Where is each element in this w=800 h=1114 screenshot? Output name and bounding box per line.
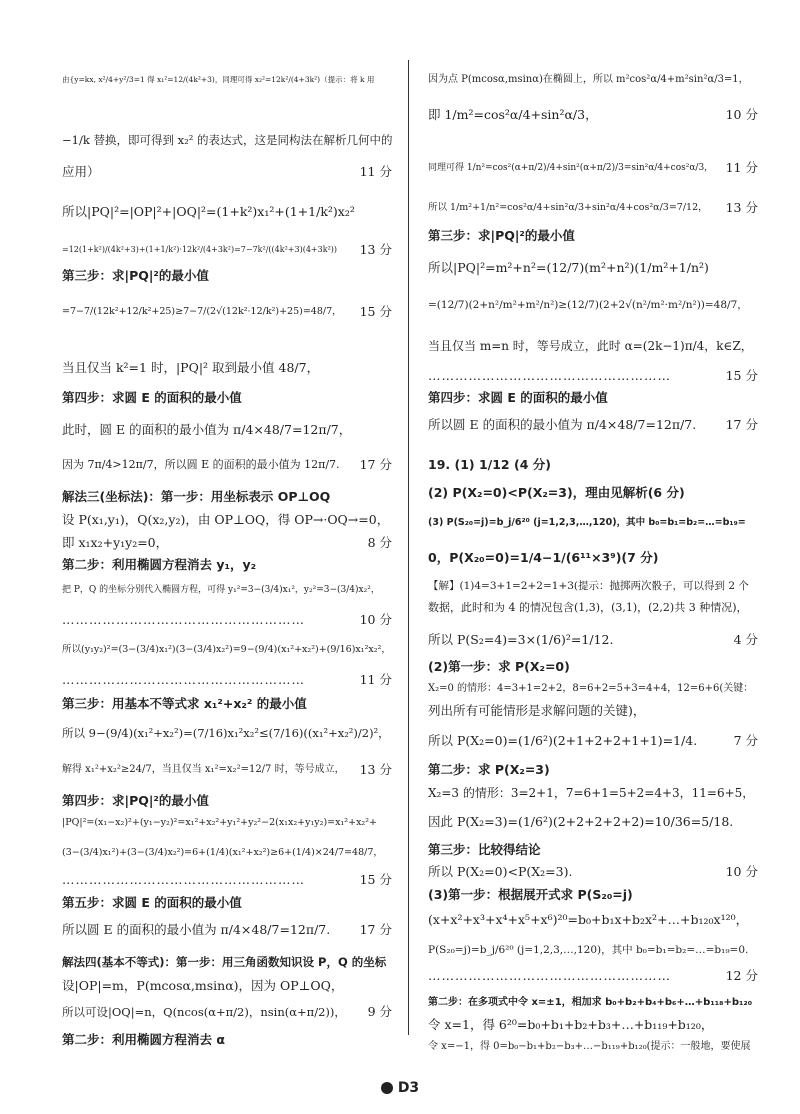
score-mark: 17 分	[725, 417, 758, 432]
right-line: 0，P(X₂₀=0)=1/4−1/(6¹¹×3⁹)(7 分)	[428, 550, 659, 565]
right-line: 第四步：求圆 E 的面积的最小值	[428, 390, 608, 405]
right-line: (2)第一步：求 P(X₂=0)	[428, 659, 570, 674]
left-line: 把 P，Q 的坐标分别代入椭圆方程，可得 y₁²=3−(3/4)x₁²，y₂²=3−(3/4)x₂²，	[62, 585, 380, 595]
left-line: 解得 x₁²+x₂²≥24/7，当且仅当 x₁²=x₂²=12/7 时，等号成立，	[62, 764, 345, 775]
score-mark: 4 分	[733, 632, 758, 647]
logo-icon	[381, 1082, 393, 1094]
right-line: 第三步：比较得结论	[428, 842, 541, 857]
left-line: 应用）	[62, 164, 100, 179]
score-mark: 13 分	[725, 200, 758, 215]
right-line: 同理可得 1/n²=cos²(α+π/2)/4+sin²(α+π/2)/3=sin²α/4+cos²α/3，	[428, 163, 714, 173]
score-mark: 10 分	[725, 107, 758, 122]
right-line: 第二步：求 P(X₂=3)	[428, 762, 550, 777]
right-line: (3) P(S₂₀=j)=b_j/6²⁰ (j=1,2,3,…,120)，其中 b₀=b₁=b₂=…=b₁₉=	[428, 517, 746, 528]
score-mark: 13 分	[359, 242, 392, 257]
left-line: 所以圆 E 的面积的最小值为 π/4×48/7=12π/7.	[62, 922, 331, 937]
left-line: 当且仅当 k²=1 时，|PQ|² 取到最小值 48/7，	[62, 360, 320, 375]
left-line: 此时，圆 E 的面积的最小值为 π/4×48/7=12π/7，	[62, 422, 352, 437]
leader-dots: ………………………………………………	[428, 968, 671, 983]
page-footer	[0, 1080, 800, 1096]
right-line: 即 1/m²=cos²α/4+sin²α/3，	[428, 107, 598, 122]
right-line: 当且仅当 m=n 时，等号成立，此时 α=(2k−1)π/4，k∈Z，	[428, 339, 753, 353]
right-line: 所以圆 E 的面积的最小值为 π/4×48/7=12π/7.	[428, 417, 697, 432]
score-mark: 11 分	[359, 164, 392, 179]
right-line: (3)第一步：根据展开式求 P(S₂₀=j)	[428, 887, 633, 902]
left-line: 第五步：求圆 E 的面积的最小值	[62, 895, 242, 910]
score-mark: 17 分	[359, 922, 392, 937]
right-line: 所以 1/m²+1/n²=cos²α/4+sin²α/3+sin²α/4+cos²α/3=7/12，	[428, 202, 708, 213]
left-line: 设 P(x₁,y₁)，Q(x₂,y₂)，由 OP⊥OQ，得 OP→·OQ→=0，	[62, 512, 390, 527]
score-mark: 9 分	[367, 1004, 392, 1019]
left-line: 第三步：求|PQ|²的最小值	[62, 268, 209, 283]
left-line: 因为 7π/4>12π/7，所以圆 E 的面积的最小值为 12π/7.	[62, 458, 340, 471]
right-line: 数据，此时和为 4 的情况包含(1,3)，(3,1)，(2,2)共 3 种情况)，	[428, 601, 748, 614]
left-line: 第二步：利用椭圆方程消去 α	[62, 1032, 225, 1047]
leader-dots: ………………………………………………	[62, 872, 305, 887]
score-mark: 8 分	[367, 535, 392, 550]
right-line: (x+x²+x³+x⁴+x⁵+x⁶)²⁰=b₀+b₁x+b₂x²+…+b₁₂₀x¹²⁰，	[428, 912, 749, 927]
left-line: |PQ|²=(x₁−x₂)²+(y₁−y₂)²=x₁²+x₂²+y₁²+y₂²−2(x₁x₂+y₁y₂)=x₁²+x₂²+	[62, 817, 377, 828]
score-mark: 7 分	[733, 733, 758, 748]
left-line: 所以可设|OQ|=n，Q(ncos(α+π/2)，nsin(α+π/2))，	[62, 1005, 346, 1019]
score-mark: 15 分	[359, 872, 392, 887]
leader-dots: ………………………………………………	[428, 368, 671, 383]
score-mark: 10 分	[725, 864, 758, 879]
left-line: −1/k 替换，即可得到 x₂² 的表达式，这是同构法在解析几何中的	[62, 133, 393, 147]
right-line: 第二步：在多项式中令 x=±1，相加求 b₀+b₂+b₄+b₆+…+b₁₁₈+b₁₂₀	[428, 997, 753, 1008]
right-line: 19. (1) 1/12 (4 分)	[428, 457, 551, 472]
right-line: 列出所有可能情形是求解问题的关键)，	[428, 703, 646, 718]
right-line: 令 x=1，得 6²⁰=b₀+b₁+b₂+b₃+…+b₁₁₉+b₁₂₀，	[428, 1017, 714, 1032]
right-line: 因此 P(X₂=3)=(1/6²)(2+2+2+2+2)=10/36=5/18.	[428, 814, 734, 829]
score-mark: 13 分	[359, 762, 392, 777]
page-number: D3	[397, 1080, 420, 1096]
right-line: 【解】(1)4=3+1=2+2=1+3(提示：抛掷两次骰子，可以得到 2 个	[428, 580, 749, 592]
left-line: 所以|PQ|²=|OP|²+|OQ|²=(1+k²)x₁²+(1+1/k²)x₂²	[62, 204, 355, 219]
left-line: 第四步：求圆 E 的面积的最小值	[62, 390, 242, 405]
right-line: =(12/7)(2+n²/m²+m²/n²)≥(12/7)(2+2√(n²/m²·m²/n²))=48/7，	[428, 299, 748, 311]
leader-dots: ………………………………………………	[62, 672, 305, 687]
right-line: 所以 P(S₂=4)=3×(1/6)²=1/12.	[428, 632, 614, 647]
left-line: =12(1+k²)/(4k²+3)+(1+1/k²)·12k²/(4+3k²)=7−7k²/((4k²+3)(4+3k²))	[62, 245, 338, 254]
score-mark: 10 分	[359, 612, 392, 627]
score-mark: 15 分	[359, 304, 392, 319]
right-line: 所以 P(X₂=0)<P(X₂=3).	[428, 864, 573, 879]
left-line: =7−7/(12k²+12/k²+25)≥7−7/(2√(12k²·12/k²)+25)=48/7，	[62, 306, 342, 317]
column-divider	[408, 60, 409, 1035]
score-mark: 17 分	[359, 457, 392, 472]
left-line: 解法三(坐标法)：第一步：用坐标表示 OP⊥OQ	[62, 489, 331, 504]
right-line: 因为点 P(mcosα,msinα)在椭圆上，所以 m²cos²α/4+m²sin²α/3=1，	[428, 74, 749, 85]
right-line: 所以 P(X₂=0)=(1/6²)(2+1+2+2+1+1)=1/4.	[428, 733, 698, 748]
left-line: 解法四(基本不等式)：第一步：用三角函数知识设 P，Q 的坐标	[62, 955, 387, 969]
score-mark: 11 分	[725, 160, 758, 175]
right-line: X₂=0 的情形：4=3+1=2+2，8=6+2=5+3=4+4，12=6+6(关键：	[428, 683, 754, 694]
left-line: 所以 9−(9/4)(x₁²+x₂²)=(7/16)x₁²x₂²≤(7/16)((x₁²+x₂²)/2)²，	[62, 726, 390, 740]
score-mark: 12 分	[725, 968, 758, 983]
right-line: 第三步：求|PQ|²的最小值	[428, 228, 575, 243]
left-line: 第二步：利用椭圆方程消去 y₁，y₂	[62, 557, 257, 572]
score-mark: 15 分	[725, 368, 758, 383]
score-mark: 11 分	[359, 672, 392, 687]
right-line: 所以|PQ|²=m²+n²=(12/7)(m²+n²)(1/m²+1/n²)	[428, 260, 709, 275]
left-line: 设|OP|=m，P(mcosα,msinα)，因为 OP⊥OQ，	[62, 978, 344, 993]
right-line: (2) P(X₂=0)<P(X₂=3)，理由见解析(6 分)	[428, 485, 685, 500]
left-line: 由{y=kx, x²/4+y²/3=1 得 x₁²=12/(4k²+3)，同理可得 x₂²=12k²/(4+3k²)（提示：将 k 用	[62, 75, 375, 84]
left-line: 所以(y₁y₂)²=(3−(3/4)x₁²)(3−(3/4)x₂²)=9−(9/4)(x₁²+x₂²)+(9/16)x₁²x₂²，	[62, 644, 391, 655]
right-line: 令 x=−1，得 0=b₀−b₁+b₂−b₃+…−b₁₁₉+b₁₂₀(提示：一般地，要使展	[428, 1041, 751, 1052]
left-line: (3−(3/4)x₁²)+(3−(3/4)x₂²)=6+(1/4)(x₁²+x₂²)≥6+(1/4)×24/7=48/7，	[62, 847, 383, 858]
left-line: 即 x₁x₂+y₁y₂=0，	[62, 535, 169, 550]
left-line: 第三步：用基本不等式求 x₁²+x₂² 的最小值	[62, 696, 307, 711]
left-line: 第四步：求|PQ|²的最小值	[62, 793, 209, 808]
right-line: X₂=3 的情形：3=2+1，7=6+1=5+2=4+3，11=6+5，	[428, 786, 755, 800]
leader-dots: ………………………………………………	[62, 612, 305, 627]
right-line: P(S₂₀=j)=b_j/6²⁰ (j=1,2,3,…,120)，其中 b₀=b₁=b₂=…=b₁₉=0.	[428, 944, 749, 956]
